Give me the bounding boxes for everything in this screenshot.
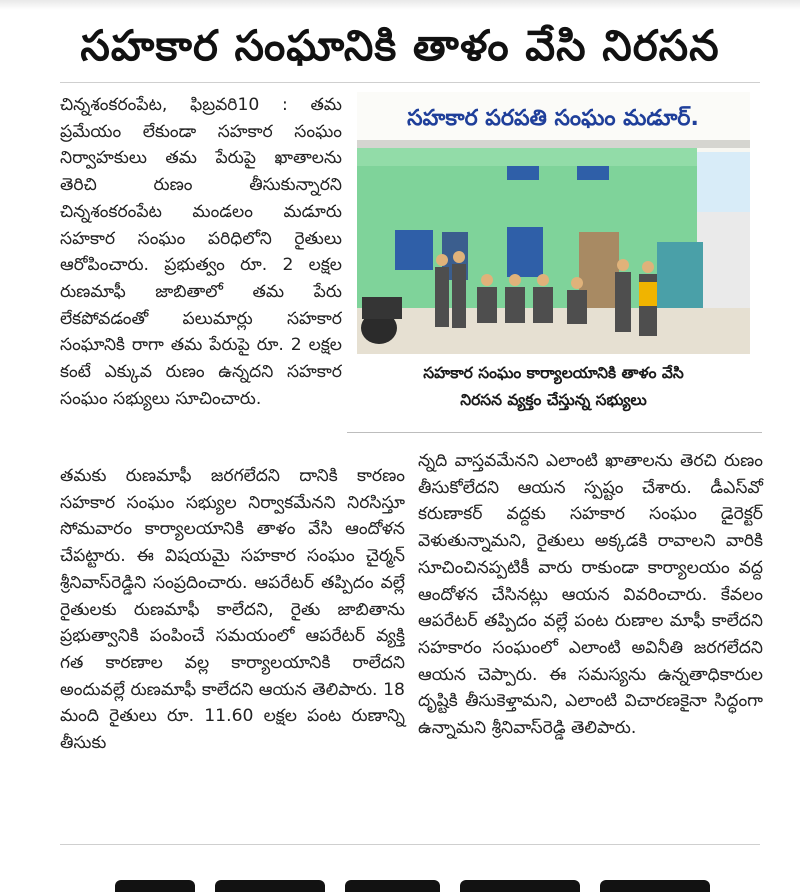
article-headline: సహకార సంఘానికి తాళం వేసి నిరసన xyxy=(80,21,720,70)
sign-text: సహకార పరపతి సంఘం మడూర్. xyxy=(407,106,699,131)
photo-caption-line-2: నిరసన వ్యక్తం చేస్తున్న సభ్యులు xyxy=(460,391,647,409)
article-paragraph-2: తమకు రుణమాఫీ జరగలేదని దానికి కారణం సహకార సంఘం సభ్యుల నిర్వాకమేనని నిరసిస్తూ సోమవారం కార్యాలయానికి తాళం వేసి ఆందోళన చేపట్టారు. ఈ విషయమై సహకార సంఘం చైర్మన్ శ్రీనివాస్‌రెడ్డిని సంప్రదించారు. ఆపరేటర్ తప్పిదం వల్లే రైతులకు రుణమాఫీ కాలేదని, రైతు జాబితాను ప్రభుత్వానికి పంపించే సమయంలో ఆపరేటర్ వ్యక్తి గత కారణాల వల్ల కార్యాలయానికి రాలేదని అందువల్లే రుణమాఫీ కాలేదని ఆయన తెలిపారు. 18 మంది రైతులు రూ. 11.60 లక్షల పంట రుణాన్ని తీసుకు xyxy=(60,466,405,754)
next-headline-cropped xyxy=(95,852,735,892)
article-paragraph-3: న్నది వాస్తవమేనని ఎలాంటి ఖాతాలను తెరచి రుణం తీసుకోలేదని ఆయన స్పష్టం చేశారు. డీఎస్‌వో కరుణాకర్ వద్దకు సహకార సంఘం డైరెక్టర్ వెళుతున్నామని, రైతులు అక్కడకి రావాలని వారికి సూచించినప్పటికీ వారు రాకుండా కార్యాలయం వద్ద ఆందోళన చేసినట్లు ఆయన వివరించారు. కేవలం ఆపరేటర్ తప్పిదం వల్లే పంట రుణాల మాఫీ కాలేదని సహకారం సంఘంలో ఎలాంటి అవినీతి జరగలేదని ఆయన చెప్పారు. ఈ సమస్యను ఉన్నతాధికారుల దృష్టికి తీసుకెళ్తామని, ఎలాంటి విచారణకైనా సిద్ధంగా ఉన్నామని శ్రీనివాస్‌రెడ్డి తెలిపారు. xyxy=(418,451,763,739)
previous-article-strip xyxy=(0,0,800,10)
photo-caption xyxy=(357,360,750,414)
caption-rule xyxy=(347,432,762,433)
headline-rule xyxy=(60,82,760,83)
article-paragraph-1: చిన్నశంకరంపేట, ఫిబ్రవరి10 : తమ ప్రమేయం లేకుండా సహకార సంఘం నిర్వాహకులు తమ పేరుపై ఖాతాలను తెరిచి రుణం తీసుకున్నారని చిన్నశంకరంపేట మండలం మడూరు సహకార సంఘం పరిధిలోని రైతులు ఆరోపించారు. ప్రభుత్వం రూ. 2 లక్షల రుణమాఫీ జాబితాలో తమ పేరు లేకపోవడంతో పలుమార్లు సహకార సంఘానికి రాగా తమ పేరుపై రూ. 2 లక్షల కంటే ఎక్కువ రుణం ఉన్నదని సహకార సంఘం సభ్యులు సూచించారు. xyxy=(60,95,342,409)
article-column-left-top xyxy=(60,92,342,412)
bottom-rule xyxy=(60,844,760,845)
building-photo-illustration xyxy=(357,92,750,354)
photo-caption-line-1: సహకార సంఘం కార్యాలయానికి తాళం వేసి xyxy=(423,364,684,382)
article-column-left-bottom xyxy=(60,463,405,757)
news-photo xyxy=(357,92,750,354)
article-column-right xyxy=(418,448,763,742)
